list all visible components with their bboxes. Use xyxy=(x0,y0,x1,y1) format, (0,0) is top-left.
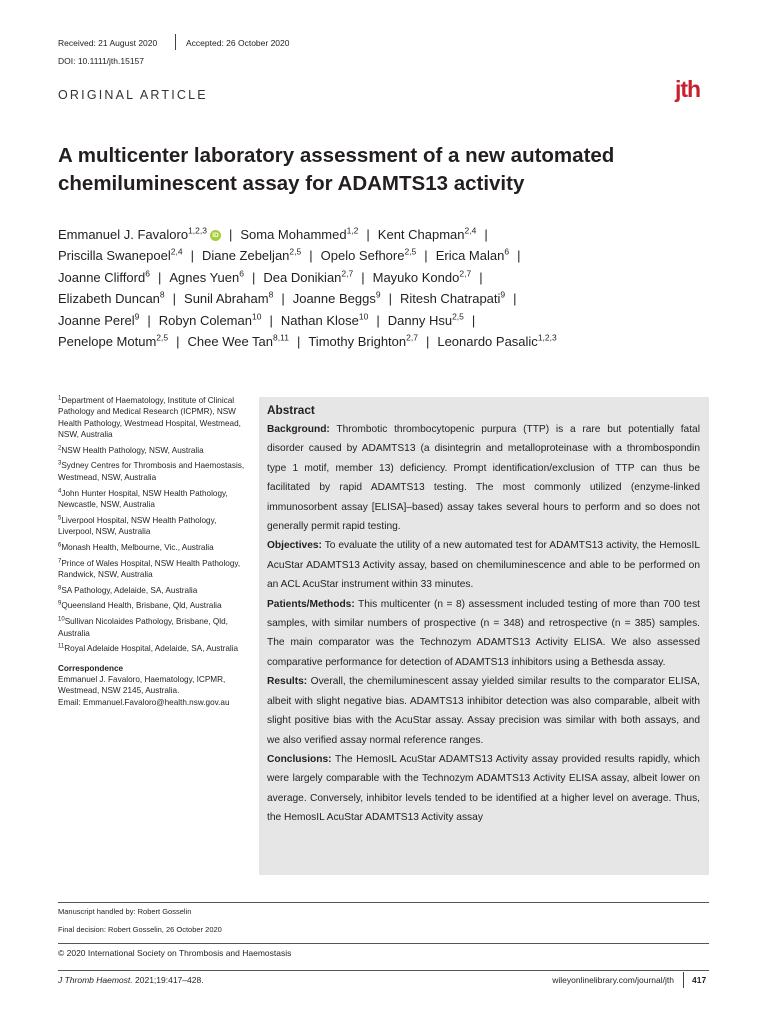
author-name[interactable]: Sunil Abraham$^8$ xyxy=(184,289,274,307)
author-affiliation-ref: 2,7 xyxy=(459,268,472,279)
author-affiliation-ref: 1,2,3 xyxy=(537,332,557,343)
author-affiliation-ref: 2,4 xyxy=(464,225,477,236)
author-name[interactable]: Priscilla Swanepoel$^{2,4}$ xyxy=(58,247,183,264)
abstract-conclusions xyxy=(267,750,700,828)
author-separator: | xyxy=(228,227,233,242)
author-separator: | xyxy=(425,334,430,350)
background-text: Thrombotic thrombocytopenic purpura (TTP) is a rare but potentially fatal disorder caused by ADAMTS13 (a disintegrin and metalloproteinase with a thrombospondin type 1 motif, member 13) deficiency. Prompt identification/exclusion of TTP can thus be facilitated by rapid ADAMTS13 testing. The most commonly utilized (enzyme-linked immunosorbent assay [ELISA]–based) assay takes several hours to perform and so does not generally permit rapid testing. xyxy=(267,424,700,533)
citation-volume: 2021;19:417–428. xyxy=(135,975,204,985)
affiliation-text: SA Pathology, Adelaide, SA, Australia xyxy=(61,585,198,595)
methods-label: Patients/Methods: xyxy=(267,598,355,610)
author-affiliation-ref: 2,5 xyxy=(289,247,302,258)
abstract-heading: Abstract xyxy=(267,403,315,417)
conclusions-label: Conclusions: xyxy=(267,753,332,765)
affiliations xyxy=(58,395,248,708)
doi[interactable]: DOI: 10.1111/jth.15157 xyxy=(58,56,145,66)
abstract-background xyxy=(267,420,700,536)
author-name[interactable]: Joanne Beggs$^9$ xyxy=(292,289,381,307)
final-decision: Final decision: Robert Gosselin, 26 October 2020 xyxy=(58,925,222,934)
author-affiliation-ref: 9 xyxy=(375,289,381,300)
author-separator: | xyxy=(479,269,483,285)
accepted-date: Accepted: 26 October 2020 xyxy=(186,38,290,48)
affiliation-item xyxy=(58,395,248,440)
affiliation-text: Sullivan Nicolaides Pathology, Brisbane, Qld, Australia xyxy=(58,617,228,638)
author-separator: | xyxy=(309,248,313,264)
footer-rule xyxy=(58,970,709,971)
author-separator: | xyxy=(388,291,392,307)
author-name[interactable]: Leonardo Pasalic$^{1,2,3}$ xyxy=(437,332,557,350)
objectives-text: To evaluate the utility of a new automated test for ADAMTS13 activity, the HemosIL AcuStar ADAMTS13 Activity assay, based on chemiluminescence and able to be performed on an ACL AcuStar instrument within 33 minutes. xyxy=(267,540,700,591)
journal-abbrev: J Thromb Haemost. xyxy=(58,975,133,985)
affiliation-number: 8 xyxy=(58,584,62,591)
methods-text: This multicenter (n = 8) assessment included testing of more than 700 test samples, with similar numbers of prospective (n = 348) and retrospective (n = 385) samples. The main comparator was the Technozym ADAMTS13 Activity ELISA. We also assessed comparative performance for detection of ADAMTS13 inhibitors using a Bethesda assay. xyxy=(267,598,700,668)
affiliation-item xyxy=(58,445,248,456)
affiliation-number: 10 xyxy=(58,616,65,623)
affiliation-item xyxy=(58,542,248,553)
author-separator: | xyxy=(484,227,488,242)
author-line xyxy=(58,267,718,288)
author-affiliation-ref: 9 xyxy=(500,289,506,300)
article-type: ORIGINAL ARTICLE xyxy=(58,88,208,102)
affiliation-item xyxy=(58,643,248,654)
author-name[interactable]: Dea Donikian$^{2,7}$ xyxy=(263,268,354,285)
author-affiliation-ref: 10 xyxy=(358,311,369,322)
author-name[interactable]: Opelo Sefhore$^{2,5}$ xyxy=(320,247,417,264)
background-label: Background: xyxy=(267,424,330,435)
author-affiliation-ref: 2,5 xyxy=(404,247,417,258)
author-separator: | xyxy=(376,312,380,328)
author-line xyxy=(58,288,718,309)
author-name[interactable]: Nathan Klose$^{10}$ xyxy=(280,311,369,328)
affiliation-text: Sydney Centres for Thrombosis and Haemostasis, Westmead, NSW, Australia xyxy=(58,461,245,482)
abstract-methods xyxy=(267,595,700,673)
author-affiliation-ref: 8 xyxy=(159,289,165,300)
author-affiliation-ref: 8,11 xyxy=(273,332,289,343)
author-name[interactable]: Elizabeth Duncan$^8$ xyxy=(58,289,165,307)
author-separator: | xyxy=(147,312,151,328)
author-name[interactable]: Joanne Clifford$^6$ xyxy=(58,268,150,285)
author-affiliation-ref: 2,5 xyxy=(156,332,169,343)
author-line xyxy=(58,245,718,266)
author-separator: | xyxy=(251,269,256,285)
author-affiliation-ref: 2,4 xyxy=(170,247,183,258)
author-separator: | xyxy=(176,334,180,350)
author-name[interactable]: Soma Mohammed$^{1,2}$ xyxy=(240,225,359,242)
affiliation-number: 7 xyxy=(58,557,62,564)
author-name[interactable]: Mayuko Kondo$^{2,7}$ xyxy=(372,268,472,285)
author-name[interactable]: Erica Malan$^6$ xyxy=(435,247,510,264)
affiliation-item xyxy=(58,616,248,639)
header-divider xyxy=(175,34,176,50)
author-separator: | xyxy=(269,312,273,328)
abstract-results xyxy=(267,672,700,750)
affiliation-text: Liverpool Hospital, NSW Health Pathology, Liverpool, NSW, Australia xyxy=(58,515,217,536)
affiliation-item xyxy=(58,515,248,538)
author-affiliation-ref: 6 xyxy=(145,268,150,279)
affiliation-text: John Hunter Hospital, NSW Health Pathology, Newcastle, NSW, Australia xyxy=(58,488,228,509)
author-separator: | xyxy=(513,291,517,307)
affiliation-item xyxy=(58,585,248,596)
author-separator: | xyxy=(471,312,476,328)
author-affiliation-ref: 2,7 xyxy=(406,332,418,343)
abstract-objectives xyxy=(267,536,700,594)
author-name[interactable]: Chee Wee Tan$^{8,11}$ xyxy=(187,332,289,350)
author-separator: | xyxy=(190,248,194,264)
affiliation-text: Monash Health, Melbourne, Vic., Australia xyxy=(61,542,214,552)
affiliation-number: 5 xyxy=(58,514,62,521)
author-list xyxy=(58,224,718,352)
affiliation-text: NSW Health Pathology, NSW, Australia xyxy=(61,445,204,455)
affiliation-number: 2 xyxy=(58,444,62,451)
author-name[interactable]: Joanne Perel$^9$ xyxy=(58,311,140,328)
author-separator: | xyxy=(281,291,285,307)
citation xyxy=(58,975,204,985)
author-name[interactable]: Penelope Motum$^{2,5}$ xyxy=(58,332,169,350)
author-name[interactable]: Agnes Yuen$^6$ xyxy=(169,268,244,285)
manuscript-handled: Manuscript handled by: Robert Gosselin xyxy=(58,907,192,916)
author-line xyxy=(58,224,718,245)
correspondence-email[interactable]: Email: Emmanuel.Favaloro@health.nsw.gov.au xyxy=(58,697,230,707)
affiliation-item xyxy=(58,488,248,511)
footer-rule xyxy=(58,943,709,944)
author-affiliation-ref: 6 xyxy=(239,268,244,279)
author-affiliation-ref: 1,2,3 xyxy=(188,225,207,236)
page-divider xyxy=(683,972,684,988)
conclusions-text: The HemosIL AcuStar ADAMTS13 Activity assay provided results rapidly, which were largely comparable with the Technozym ADAMTS13 Activity ELISA assay, albeit lower on average. Conversely, inhibitor levels tended to be identified at a higher level on average. Thus, the HemosIL AcuStar ADAMTS13 Activity assay xyxy=(267,753,700,824)
author-affiliation-ref: 2,7 xyxy=(341,268,354,279)
correspondence-heading: Correspondence xyxy=(58,663,124,673)
author-line xyxy=(58,310,718,331)
affiliation-number: 11 xyxy=(58,643,65,650)
author-separator: | xyxy=(296,334,301,350)
author-separator: | xyxy=(361,269,365,285)
journal-logo-text: jth xyxy=(675,76,701,102)
abstract-box xyxy=(259,397,709,875)
author-affiliation-ref: 9 xyxy=(134,311,140,322)
author-name[interactable]: Timothy Brighton$^{2,7}$ xyxy=(308,332,418,350)
affiliation-item xyxy=(58,460,248,483)
journal-logo xyxy=(675,76,700,103)
affiliation-number: 9 xyxy=(58,600,62,607)
author-affiliation-ref: 8 xyxy=(268,289,274,300)
author-separator: | xyxy=(517,248,521,264)
author-affiliation-ref: 6 xyxy=(504,247,510,258)
author-name[interactable]: Diane Zebeljan$^{2,5}$ xyxy=(201,247,302,264)
affiliation-list xyxy=(58,395,248,655)
affiliation-text: Department of Haematology, Institute of Clinical Pathology and Medical Research (ICPMR), NSW Health Pathology, Westmead Hospital, Westmead, NSW, Australia xyxy=(58,396,241,439)
author-name[interactable]: Kent Chapman$^{2,4}$ xyxy=(377,225,477,242)
author-separator: | xyxy=(424,248,428,264)
affiliation-number: 3 xyxy=(58,460,62,467)
author-separator: | xyxy=(157,269,162,285)
author-name[interactable]: Robyn Coleman$^{10}$ xyxy=(158,311,262,328)
author-name[interactable]: Danny Hsu$^{2,5}$ xyxy=(387,311,464,328)
affiliation-text: Queensland Health, Brisbane, Qld, Australia xyxy=(61,601,222,611)
orcid-icon[interactable]: iD xyxy=(210,230,221,241)
copyright: © 2020 International Society on Thrombosis and Haemostasis xyxy=(58,948,292,958)
affiliation-number: 6 xyxy=(58,542,62,549)
affiliation-text: Royal Adelaide Hospital, Adelaide, SA, Australia xyxy=(64,644,239,654)
journal-website[interactable]: wileyonlinelibrary.com/journal/jth xyxy=(552,975,674,985)
objectives-label: Objectives: xyxy=(267,540,322,552)
author-name[interactable]: Ritesh Chatrapati$^9$ xyxy=(399,289,506,307)
author-affiliation-ref: 1,2 xyxy=(346,225,359,236)
article-title: A multicenter laboratory assessment of a new automated chemiluminescent assay for ADAMTS13 activity xyxy=(58,144,615,195)
correspondence-text: Emmanuel J. Favaloro, Haematology, ICPMR, Westmead, NSW 2145, Australia. xyxy=(58,674,226,696)
results-label: Results: xyxy=(267,676,308,688)
affiliation-number: 4 xyxy=(58,487,62,494)
author-separator: | xyxy=(172,291,177,307)
author-affiliation-ref: 10 xyxy=(251,311,262,322)
author-affiliation-ref: 2,5 xyxy=(452,311,464,322)
affiliation-item xyxy=(58,558,248,581)
footer-rule xyxy=(58,902,709,903)
author-name[interactable]: Emmanuel J. Favaloro$^{1,2,3}$ xyxy=(58,225,207,242)
page-number: 417 xyxy=(692,975,707,985)
results-text: Overall, the chemiluminescent assay yielded similar results to the comparator ELISA, albeit with slight negative bias. ADAMTS13 inhibitor detection was also comparable, albeit with slight positive bias with the AcuStar assay. Assay precision was similar with both assays, and we also verified assay normal reference ranges. xyxy=(267,676,700,746)
received-date: Received: 21 August 2020 xyxy=(58,38,158,48)
affiliation-number: 1 xyxy=(58,395,62,402)
affiliation-item xyxy=(58,600,248,611)
affiliation-text: Prince of Wales Hospital, NSW Health Pathology, Randwick, NSW, Australia xyxy=(58,558,241,579)
author-line xyxy=(58,331,718,352)
author-separator: | xyxy=(366,227,370,242)
